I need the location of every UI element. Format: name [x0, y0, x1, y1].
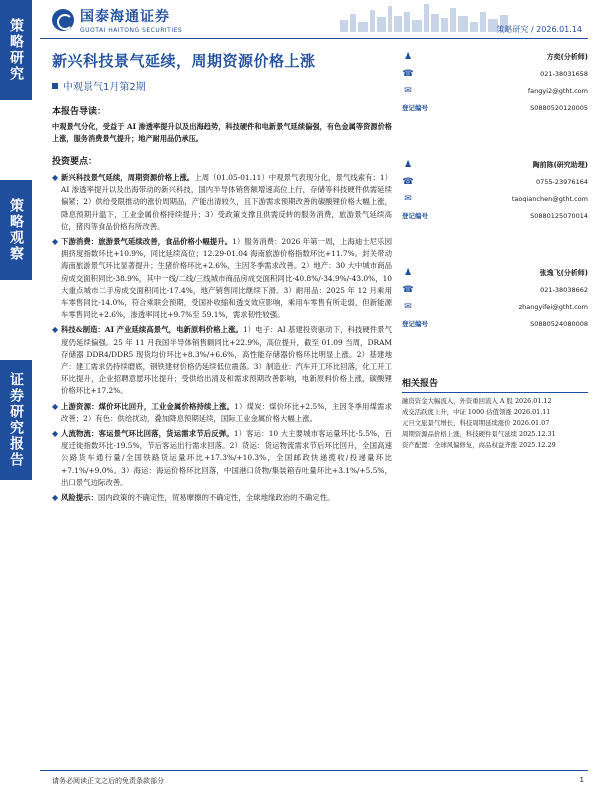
email-icon: ✉	[404, 193, 412, 204]
right-sidebar	[402, 48, 588, 452]
investment-point-text	[61, 236, 392, 321]
report-subtitle-text: 中观景气1月第2期	[63, 82, 146, 93]
diamond-bullet-icon: ◆	[52, 493, 59, 503]
related-reports-heading: 相关报告	[402, 376, 588, 393]
investment-point	[52, 428, 392, 489]
header-divider	[40, 38, 588, 39]
registration-number: S0880125070014	[530, 211, 588, 220]
diamond-bullet-icon: ◆	[52, 173, 59, 182]
registration-label: 登记编号	[402, 104, 428, 112]
analyst-email[interactable]: zhangyifei@gtht.com	[518, 302, 588, 311]
investment-point-text	[61, 492, 334, 504]
investment-point-text	[61, 172, 392, 233]
email-icon: ✉	[404, 85, 412, 96]
analyst-phone: 021-38038662	[540, 285, 588, 294]
phone-icon: ☎	[402, 68, 414, 79]
point-lead: 科技&制造：AI 产业延续高景气，电新原料价格上涨。	[61, 325, 243, 335]
side-tab-strategy-observation	[0, 180, 32, 280]
report-title: 新兴科技景气延续，周期资源价格上涨	[52, 52, 316, 70]
analyst-email[interactable]: fangyi2@gtht.com	[527, 86, 588, 95]
analyst-name-row	[402, 264, 588, 281]
main-content	[52, 104, 392, 507]
point-lead: 新兴科技景气延续，周期资源价格上涨。	[61, 173, 195, 182]
point-body: 1）电子：AI 基建投资驱动下，科技硬件景气度仍延续偏强。25 年 11 月我国半导体销售额同比+22.9%，高位提升，截至 01.09 当周，DRAM 存储器 DDR4/DDR5 现货均价环比+8.3%/+6.6%，高性能存储器价格环比明显上涨。2）基建地产：建工需求仍持续磨底，钢铁建材价格仍延续低位震荡。3）制造业：汽车开工环比回落，化工开工环比提升，企业招聘意愿环比提升；受供给出清及和需求预期改善影响，电新原料价格上涨，碳酸锂价格环比+17.2%。	[61, 325, 392, 396]
registration-label: 登记编号	[402, 212, 428, 220]
page-number: 1	[579, 776, 584, 784]
investment-point	[52, 324, 392, 397]
diamond-bullet-icon: ◆	[52, 237, 59, 247]
analyst-name: 陶前陈(研究助理)	[532, 160, 588, 169]
page-header	[40, 0, 588, 36]
registration-label: 登记编号	[402, 320, 428, 328]
phone-icon: ☎	[402, 176, 414, 187]
header-category-date: 策略研究 / 2026.01.14	[496, 25, 582, 34]
investment-point	[52, 236, 392, 321]
guide-summary: 中观景气分化，受益于 AI 渗透率提升以及出海趋势，科技硬件和电新景气延续偏强，有色金属等资源价格上涨，服务消费景气提升；地产耐用品仍承压。	[52, 122, 392, 143]
side-tab-strategy-research	[0, 0, 32, 100]
investment-point-text	[61, 401, 392, 425]
diamond-bullet-icon: ◆	[52, 401, 59, 411]
analyst-name: 方奕(分析师)	[546, 52, 588, 61]
point-lead: 上游资源：煤价环比回升，工业金属价格持续上涨。	[61, 401, 235, 411]
analyst-email-row	[402, 298, 588, 315]
point-lead: 下游消费：旅游景气延续改善，食品价格小幅提升。	[61, 237, 233, 247]
point-lead: 风险提示：	[61, 493, 98, 503]
report-subtitle	[52, 78, 146, 93]
investment-point	[52, 492, 392, 504]
investment-point	[52, 401, 392, 425]
side-tab-label: 策略观察	[8, 198, 24, 262]
point-body: 1）客运：10 大主要城市客运量环比-5.5%，百度迁徙指数环比-19.5%，节后客运出行需求回落。2）货运：货运物流需求节后环比回升，全国高速公路货车通行量/全国铁路货运量环比+17.3%/+10.3%，全国邮政快递揽收/投递量环比+7.1%/+9.0%。3）海运：海运价格环比回落，中国港口货物/集装箱吞吐量环比+3.1%/+5.5%，出口景气边际改善。	[61, 429, 392, 487]
analyst-email[interactable]: taoqianchen@gtht.com	[511, 194, 588, 203]
side-tab-label: 证券研究报告	[8, 372, 24, 468]
analyst-phone: 021-38031658	[540, 69, 588, 78]
email-icon: ✉	[404, 301, 412, 312]
related-report-link[interactable]: 资产配置：全球风偏修复，商品权益齐涨 2025.12.29	[402, 441, 556, 449]
logo-mark-icon	[52, 9, 74, 31]
investment-point	[52, 172, 392, 233]
related-report-link[interactable]: 周期资源品价格上涨，科技硬件景气延续 2025.12.31	[402, 430, 556, 438]
analyst-phone-row	[402, 173, 588, 190]
company-logo	[52, 6, 182, 34]
person-icon: ♟	[403, 159, 413, 170]
analyst-name-row	[402, 156, 588, 173]
logo-name-cn: 国泰海通证券	[80, 9, 170, 25]
disclaimer-note: 请务必阅读正文之后的免责条款部分	[52, 777, 164, 785]
person-icon: ♟	[403, 51, 413, 62]
diamond-bullet-icon: ◆	[52, 429, 59, 439]
analyst-phone-row	[402, 281, 588, 298]
point-body: 1）服务消费：2026 年第一周，上海迪士尼乐园拥挤度指数环比+10.9%，同比延续高位；12.29-01.04 海南旅游价格指数环比+11.7%。封关带动海南旅游景气环比显著提升；生猪价格环比+2.6%，主因冬季需求改善。2）地产：30 大中城市商品房成交面积同比-38.9%，其中一线/二线/三线城市商品房成交面积同比-40.8%/-34.9%/-43.0%，10 大重点城市二手房成交面积同比-17.4%，地产销售同比继续下滑。3）耐用品：2025 年 12 月乘用车零售同比-14.0%，符合乘联会预期，受国补收缩和透支效应影响，乘用车零售有所走弱，但新能源车零售同比+2.6%，渗透率同比+9.7%至 59.1%，需求韧性较强。	[61, 237, 392, 320]
analyst-reg-row	[402, 315, 588, 332]
point-body: 上周（01.05-01.11）中观景气表现分化，景气线索有：1）AI 渗透率提升以及出海带动的新兴科技，国内半导体销售额增速高位上行，存储等科技硬件供需延续偏紧；2）供给受限推动的涨价周期品，产能出清较久，且下游需求预期改善的碳酸锂价格大幅上涨，降息预期升温下，工业金属价格持续提升；3）受政策支撑且供需反转的服务消费，旅游景气延续高位，猪肉等食品价格有所改善。	[61, 173, 392, 231]
analyst-reg-row	[402, 99, 588, 116]
person-icon: ♟	[403, 267, 413, 278]
point-body: 国内政策的不确定性，贸易摩擦的不确定性，全球地缘政治的不确定性。	[97, 493, 335, 503]
related-report-link[interactable]: 元旦文旅景气增长，科技周期延续涨价 2026.01.07	[402, 419, 550, 427]
square-bullet-icon	[52, 83, 58, 89]
phone-icon: ☎	[402, 284, 414, 295]
analyst-name-row	[402, 48, 588, 65]
registration-number: S0880524080008	[530, 319, 588, 328]
related-report-link[interactable]: 融资资金大幅流入，外资重回流入 A 股 2026.01.12	[402, 397, 552, 405]
analyst-email-row	[402, 82, 588, 99]
side-tab-label: 策略研究	[8, 18, 24, 82]
investment-points-heading: 投资要点：	[52, 157, 98, 167]
side-tab-securities-report	[0, 360, 32, 480]
point-body: 1）煤炭：煤价环比+2.5%，主因冬季用煤需求改善；2）有色：供给扰动，叠加降息预期延续，国际工业金属价格大幅上涨。	[61, 401, 392, 423]
footer-divider	[40, 770, 588, 771]
guide-heading: 本报告导读：	[52, 107, 107, 117]
analyst-email-row	[402, 190, 588, 207]
analyst-card	[402, 48, 588, 156]
analyst-card	[402, 264, 588, 372]
analyst-phone-row	[402, 65, 588, 82]
analyst-name: 张逸飞(分析师)	[539, 268, 588, 277]
analyst-reg-row	[402, 207, 588, 224]
analyst-card	[402, 156, 588, 264]
point-lead: 人流物流：客运景气环比回落，货运需求节后反弹。	[61, 429, 234, 439]
related-report-link[interactable]: 成交活跃度上升，中证 1000 估值领涨 2026.01.11	[402, 408, 551, 416]
diamond-bullet-icon: ◆	[52, 325, 59, 335]
logo-name-en: GUOTAI HAITONG SECURITIES	[80, 27, 183, 34]
analyst-phone: 0755-23976164	[536, 177, 588, 186]
registration-number: S0880520120005	[530, 103, 588, 112]
investment-point-text	[61, 428, 392, 489]
skyline-decoration-icon	[340, 2, 510, 32]
investment-point-text	[61, 324, 392, 397]
